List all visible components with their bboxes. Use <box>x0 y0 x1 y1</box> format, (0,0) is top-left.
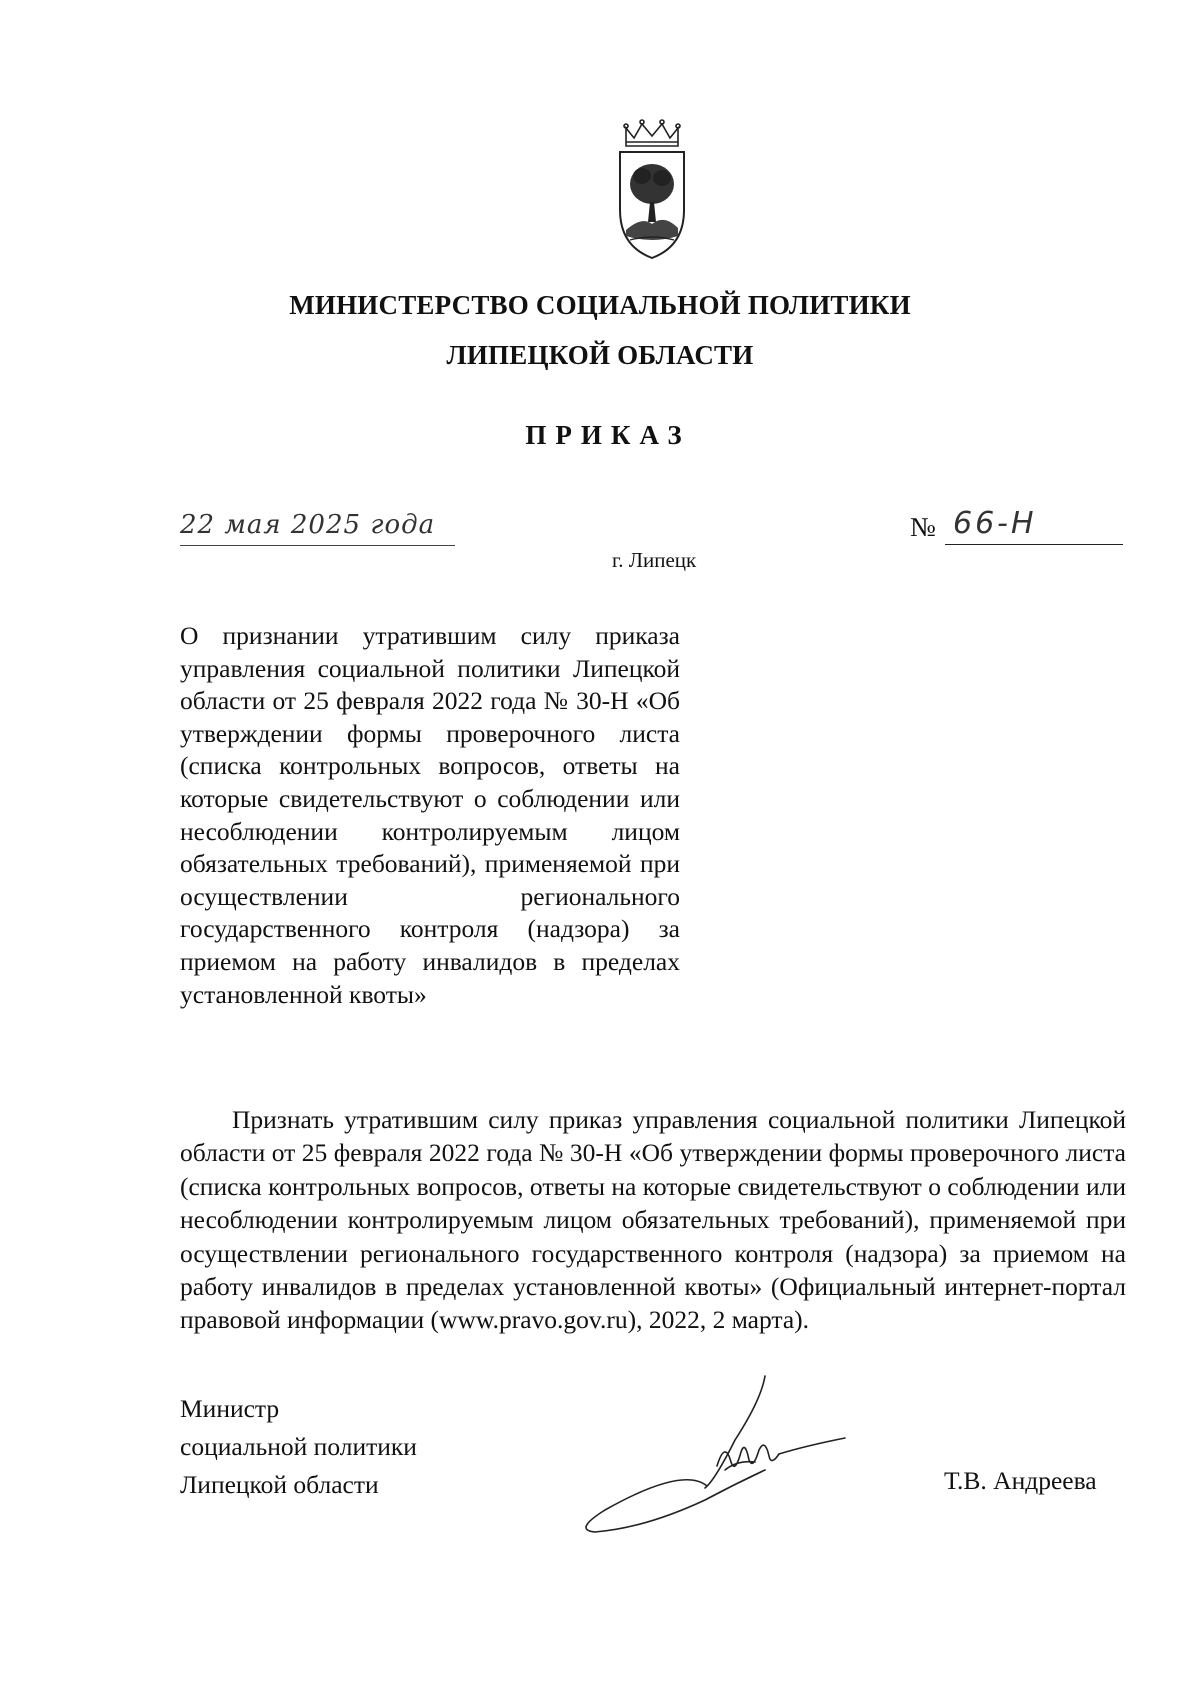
order-number-label: № <box>910 512 936 542</box>
city: г. Липецк <box>612 548 697 572</box>
ministry-name-line2: ЛИПЕЦКОЙ ОБЛАСТИ <box>446 340 754 370</box>
coat-of-arms-icon <box>612 118 692 268</box>
signatory-position <box>180 1390 417 1504</box>
signatory-name: Т.В. Андреева <box>944 1466 1097 1495</box>
order-body: Признать утратившим силу приказ управления социальной политики Липецкой области от 25 февраля 2022 года № 30-Н «Об утверждении формы проверочного листа (списка контрольных вопросов, ответы на которые свидетельствуют о соблюдении или несоблюдении контролируемым лицом обязательных требований), применяемой при осуществлении регионального государственного контроля (надзора) за приемом на работу инвалидов в пределах установленной квоты» (Официальный интернет-портал правовой информации (www.pravo.gov.ru), 2022, 2 марта). <box>180 1105 1126 1335</box>
position-line3: Липецкой области <box>180 1470 379 1499</box>
order-subject: О признании утратившим силу приказа управления социальной политики Липецкой области от 25 февраля 2022 года № 30-Н «Об утверждении формы проверочного листа (списка контрольных вопросов, ответы на которые свидетельствуют о соблюдении или несоблюдении контролируемым лицом обязательных требований), применяемой при осуществлении регионального государственного контроля (надзора) за приемом на работу инвалидов в пределах установленной квоты» <box>180 621 680 1009</box>
ministry-name-line1: МИНИСТЕРСТВО СОЦИАЛЬНОЙ ПОЛИТИКИ <box>289 290 911 320</box>
order-number: 66-Н <box>945 508 1123 545</box>
document-type-title: ПРИКАЗ <box>525 420 691 450</box>
position-line1: Министр <box>180 1394 280 1423</box>
order-date: 22 мая 2025 года <box>180 510 436 540</box>
date-underline <box>180 545 455 546</box>
position-line2: социальной политики <box>180 1432 417 1461</box>
handwritten-signature-icon <box>565 1370 885 1540</box>
